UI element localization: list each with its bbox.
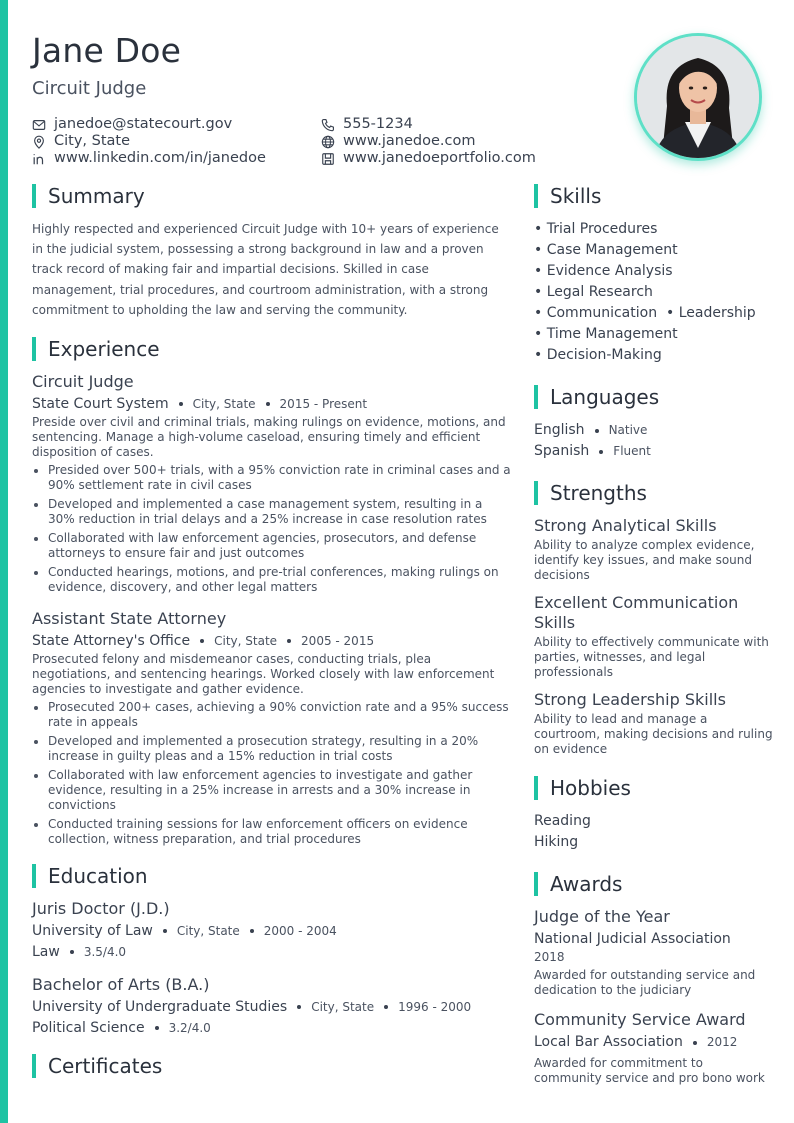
section-marker (534, 184, 538, 208)
language-level: Fluent (613, 444, 651, 458)
achievement-item: Conducted training sessions for law enforcement officers on evidence collection, witness preparation, and trial procedures (32, 817, 512, 847)
globe-icon (321, 135, 335, 149)
strength-description: Ability to analyze complex evidence, identify key issues, and make sound decisions (534, 538, 755, 582)
award-title: Community Service Award (534, 1010, 746, 1029)
separator-dot (179, 402, 183, 406)
separator-dot (384, 1005, 388, 1009)
language-name: Spanish (534, 443, 590, 459)
languages-heading (534, 384, 774, 410)
school-name: University of Law (32, 923, 153, 940)
separator-dot (599, 450, 603, 454)
education-heading (32, 863, 512, 889)
education-meta (32, 998, 512, 1016)
hobbies-heading (534, 775, 774, 801)
location-text: City, State (54, 133, 131, 149)
candidate-name: Jane Doe (32, 31, 182, 70)
strength-title: Strong Leadership Skills (534, 690, 726, 709)
strength-title: Strong Analytical Skills (534, 516, 717, 535)
phone-text: 555-1234 (343, 116, 413, 132)
website-text: www.janedoe.com (343, 133, 476, 149)
portfolio-icon (321, 152, 335, 166)
language-level: Native (608, 423, 648, 437)
award-description: Awarded for commitment to community service and pro bono work (534, 1056, 765, 1085)
strength-description: Ability to effectively communicate with parties, witnesses, and legal professionals (534, 635, 769, 679)
field-of-study: Law (32, 944, 60, 961)
education-meta (32, 922, 512, 940)
separator-dot (266, 402, 270, 406)
job-entry (32, 609, 512, 847)
award-title: Judge of the Year (534, 907, 670, 926)
skill-item: • Case Management (534, 242, 678, 258)
skill-item: • Leadership (666, 305, 756, 321)
job-location: City, State (214, 634, 278, 649)
section-title: Strengths (550, 481, 647, 505)
profile-photo (634, 33, 762, 161)
section-marker (534, 872, 538, 896)
strengths-heading (534, 480, 774, 506)
job-description: Prosecuted felony and misdemeanor cases, conducting trials, plea negotiations, and sentencing hearings. Worked closely with law enforcement agencies to investigate and gather evidence. (32, 652, 495, 697)
skills-heading (534, 183, 774, 209)
avatar-portrait (637, 36, 759, 158)
award-item (534, 907, 774, 998)
job-achievements (32, 700, 512, 847)
job-organization: State Court System (32, 396, 169, 413)
summary-heading (32, 183, 512, 209)
phone-icon (321, 118, 335, 132)
job-title: Assistant State Attorney (32, 609, 227, 629)
separator-dot (163, 929, 167, 933)
achievement-item: Developed and implemented a prosecution strategy, resulting in a 20% increase in guilty pleas and a 15% reduction in trial costs (32, 734, 512, 764)
right-column (534, 183, 774, 1086)
gpa: 3.2/4.0 (168, 1021, 211, 1036)
achievement-item: Presided over 500+ trials, with a 95% conviction rate in criminal cases and a 90% settlement rate in civil cases (32, 463, 512, 493)
skills-list (534, 219, 774, 366)
section-marker (534, 385, 538, 409)
linkedin-contact[interactable] (32, 150, 266, 167)
language-item (534, 420, 774, 441)
job-meta (32, 395, 512, 413)
section-title: Awards (550, 872, 623, 896)
strength-description: Ability to lead and manage a courtroom, making decisions and ruling on evidence (534, 712, 773, 756)
hobbies-list (534, 811, 774, 853)
awards-heading (534, 871, 774, 897)
skill-item: • Communication (534, 305, 657, 321)
award-organization: National Judicial Association (534, 931, 731, 947)
candidate-title: Circuit Judge (32, 78, 147, 99)
email-icon (32, 118, 46, 132)
achievement-item: Collaborated with law enforcement agencies, prosecutors, and defense attorneys to ensure fair and just outcomes (32, 531, 512, 561)
location-pin-icon (32, 135, 46, 149)
section-title: Experience (48, 337, 160, 362)
education-field-line (32, 943, 512, 961)
skill-item: • Time Management (534, 326, 678, 342)
email-text: janedoe@statecourt.gov (54, 116, 233, 132)
education-dates: 1996 - 2000 (398, 1000, 472, 1015)
separator-dot (287, 639, 291, 643)
degree-title: Juris Doctor (J.D.) (32, 899, 170, 919)
certificates-heading (32, 1053, 512, 1079)
language-item (534, 441, 774, 462)
job-location: City, State (192, 397, 256, 412)
award-item (534, 1010, 774, 1086)
job-dates: 2015 - Present (279, 397, 368, 412)
award-meta (534, 1032, 774, 1053)
school-location: City, State (311, 1000, 375, 1015)
section-title: Skills (550, 184, 602, 208)
school-location: City, State (176, 924, 240, 939)
left-column (32, 183, 512, 1089)
section-marker (32, 864, 36, 888)
portfolio-text: www.janedoeportfolio.com (343, 150, 536, 166)
separator-dot (250, 929, 254, 933)
achievement-item: Conducted hearings, motions, and pre-trial conferences, making rulings on evidence, discovery, and other legal matters (32, 565, 512, 595)
languages-list (534, 420, 774, 462)
separator-dot (297, 1005, 301, 1009)
achievement-item: Prosecuted 200+ cases, achieving a 90% conviction rate and a 95% success rate in appeals (32, 700, 512, 730)
email-contact[interactable] (32, 116, 232, 133)
education-dates: 2000 - 2004 (263, 924, 337, 939)
award-year: 2012 (706, 1035, 738, 1049)
section-title: Education (48, 864, 148, 889)
section-marker (32, 184, 36, 208)
strength-title: Excellent Communication Skills (534, 593, 739, 632)
website-contact[interactable] (321, 133, 475, 150)
job-entry (32, 372, 512, 595)
strength-item (534, 690, 774, 757)
school-name: University of Undergraduate Studies (32, 999, 288, 1016)
skill-item: • Evidence Analysis (534, 263, 673, 279)
education-entry (32, 899, 512, 961)
linkedin-text: www.linkedin.com/in/janedoe (54, 150, 266, 166)
hobby-item: Hiking (534, 834, 579, 850)
award-organization: Local Bar Association (534, 1034, 683, 1050)
award-description: Awarded for outstanding service and dedication to the judiciary (534, 968, 756, 997)
job-meta (32, 632, 512, 650)
award-year: 2018 (534, 950, 565, 964)
separator-dot (200, 639, 204, 643)
section-title: Certificates (48, 1054, 163, 1079)
strength-item (534, 516, 774, 583)
summary-text: Highly respected and experienced Circuit Judge with 10+ years of experience in the judicial system, possessing a strong background in law and a proven track record of making fair and impartial decisions. Skilled in case management, trial procedures, and courtroom administration, with a strong commitment to upholding the law and serving the community. (32, 222, 499, 317)
skill-item: • Legal Research (534, 284, 653, 300)
separator-dot (155, 1026, 159, 1030)
education-entry (32, 975, 512, 1037)
accent-bar (0, 0, 8, 1123)
job-organization: State Attorney's Office (32, 633, 191, 650)
achievement-item: Developed and implemented a case management system, resulting in a 30% reduction in trial delays and a 25% increase in case resolution rates (32, 497, 512, 527)
separator-dot (70, 950, 74, 954)
job-achievements (32, 463, 512, 595)
location-contact (32, 133, 130, 150)
skill-item: • Decision-Making (534, 347, 662, 363)
separator-dot (595, 429, 599, 433)
field-of-study: Political Science (32, 1020, 145, 1037)
language-name: English (534, 422, 585, 438)
job-title: Circuit Judge (32, 372, 134, 392)
strength-item (534, 593, 774, 680)
section-marker (534, 481, 538, 505)
linkedin-icon (32, 152, 46, 166)
experience-heading (32, 336, 512, 362)
phone-contact[interactable] (321, 116, 413, 133)
section-marker (32, 337, 36, 361)
section-title: Hobbies (550, 776, 631, 800)
achievement-item: Collaborated with law enforcement agencies to investigate and gather evidence, resulting in a 25% increase in arrests and a 30% increase in convictions (32, 768, 512, 813)
gpa: 3.5/4.0 (83, 945, 127, 960)
job-description: Preside over civil and criminal trials, making rulings on evidence, motions, and sentencing. Manage a high-volume caseload, ensuring timely and efficient disposition of cases. (32, 415, 506, 460)
skill-item: • Trial Procedures (534, 221, 657, 237)
section-title: Languages (550, 385, 660, 409)
section-marker (32, 1054, 36, 1078)
separator-dot (693, 1041, 697, 1045)
job-dates: 2005 - 2015 (301, 634, 375, 649)
portfolio-contact[interactable] (321, 150, 536, 167)
section-title: Summary (48, 184, 145, 208)
education-field-line (32, 1019, 512, 1037)
hobby-item: Reading (534, 813, 591, 829)
degree-title: Bachelor of Arts (B.A.) (32, 975, 210, 995)
section-marker (534, 776, 538, 800)
